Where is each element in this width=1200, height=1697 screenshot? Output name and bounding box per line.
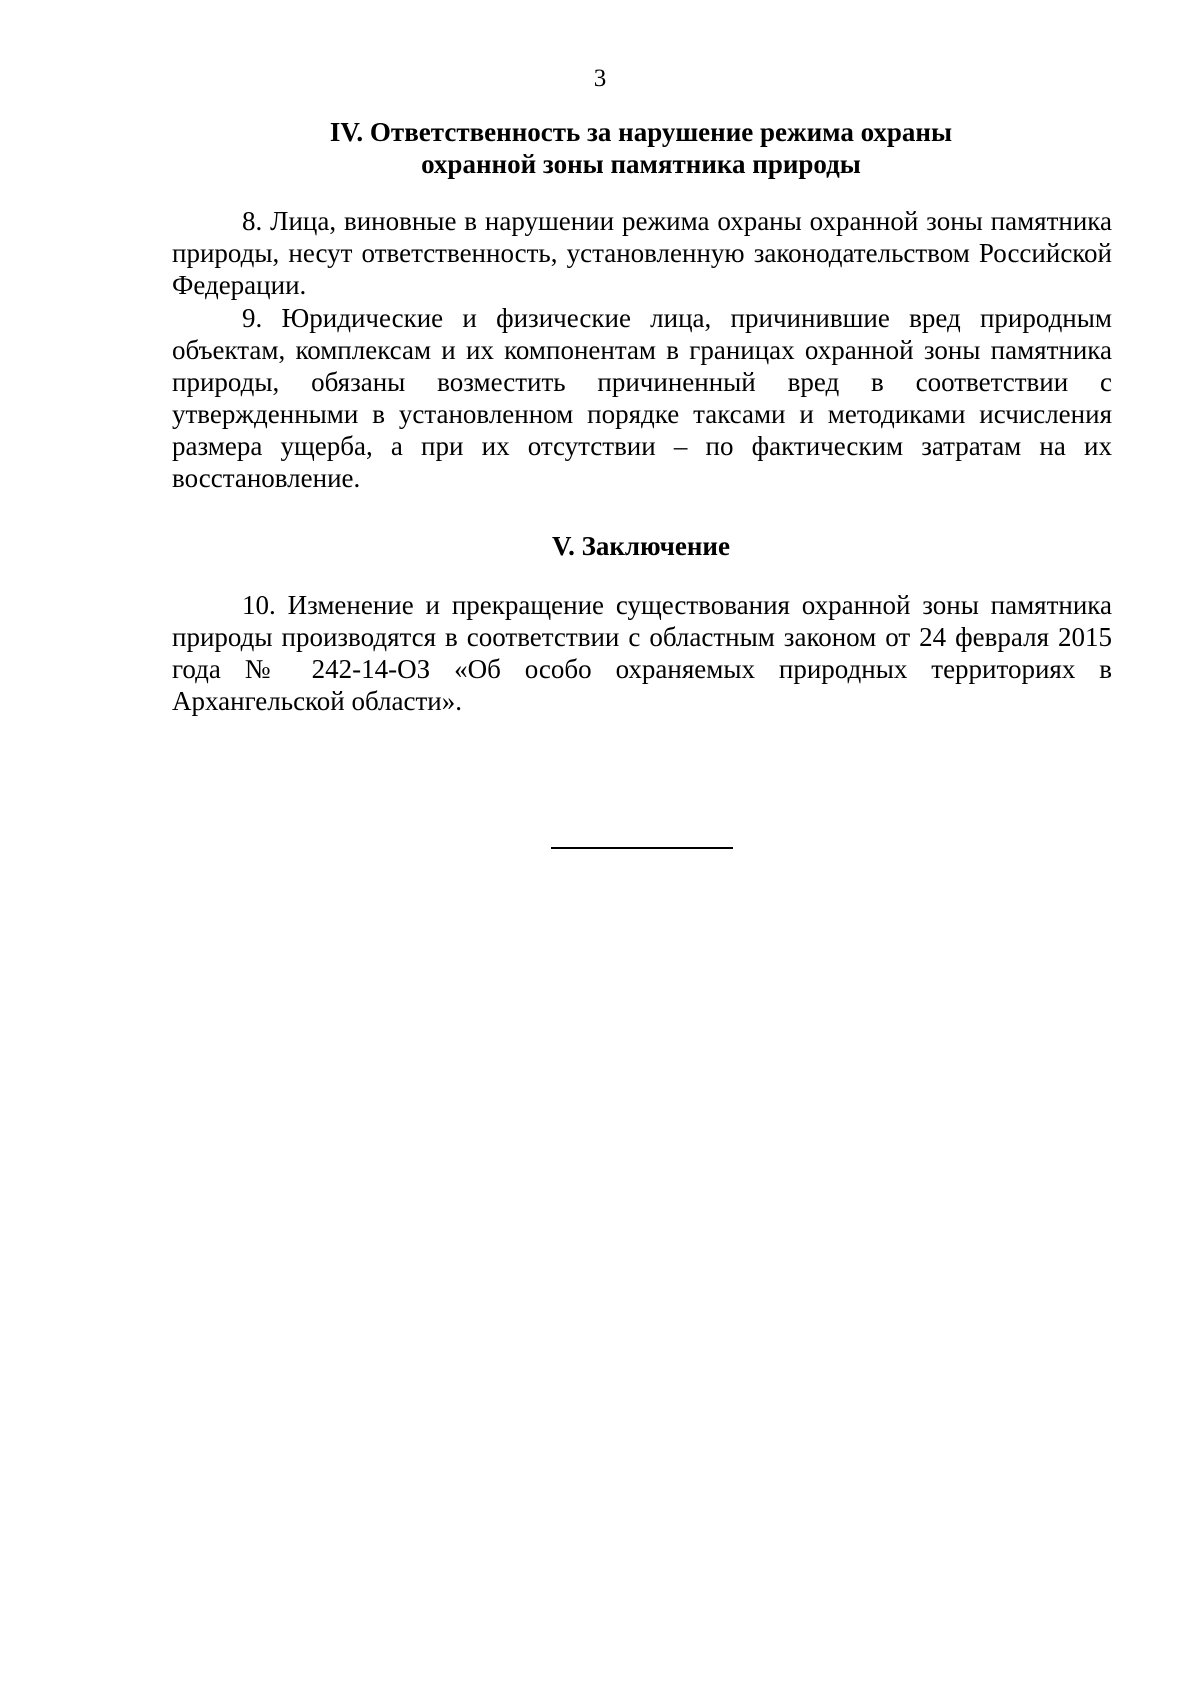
paragraph-8: 8. Лица, виновные в нарушении режима охраны охранной зоны памятника природы, несут ответственность, установленную законодательством Российской Федерации. [172, 206, 1112, 300]
heading-line-1: IV. Ответственность за нарушение режима охраны [329, 117, 953, 147]
paragraph-10: 10. Изменение и прекращение существования охранной зоны памятника природы производятся в соответствии с областным законом от 24 февраля 2015 года № 242-14-ОЗ «Об особо охраняемых природных территориях в Архангельской области». [172, 590, 1112, 716]
paragraph-9: 9. Юридические и физические лица, причинившие вред природным объектам, комплексам и их компонентам в границах охранной зоны памятника природы, обязаны возместить причиненный вред в соответствии с утвержденными в установленном порядке таксами и методиками исчисления размера ущерба, а при их отсутствии – по фактическим затратам на их восстановление. [172, 303, 1112, 493]
section-heading-responsibility [172, 116, 1110, 180]
heading-line-2: охранной зоны памятника природы [421, 149, 861, 179]
page-number: 3 [593, 65, 607, 92]
section-heading-conclusion: V. Заключение [552, 531, 730, 561]
end-of-document-rule [551, 847, 733, 849]
